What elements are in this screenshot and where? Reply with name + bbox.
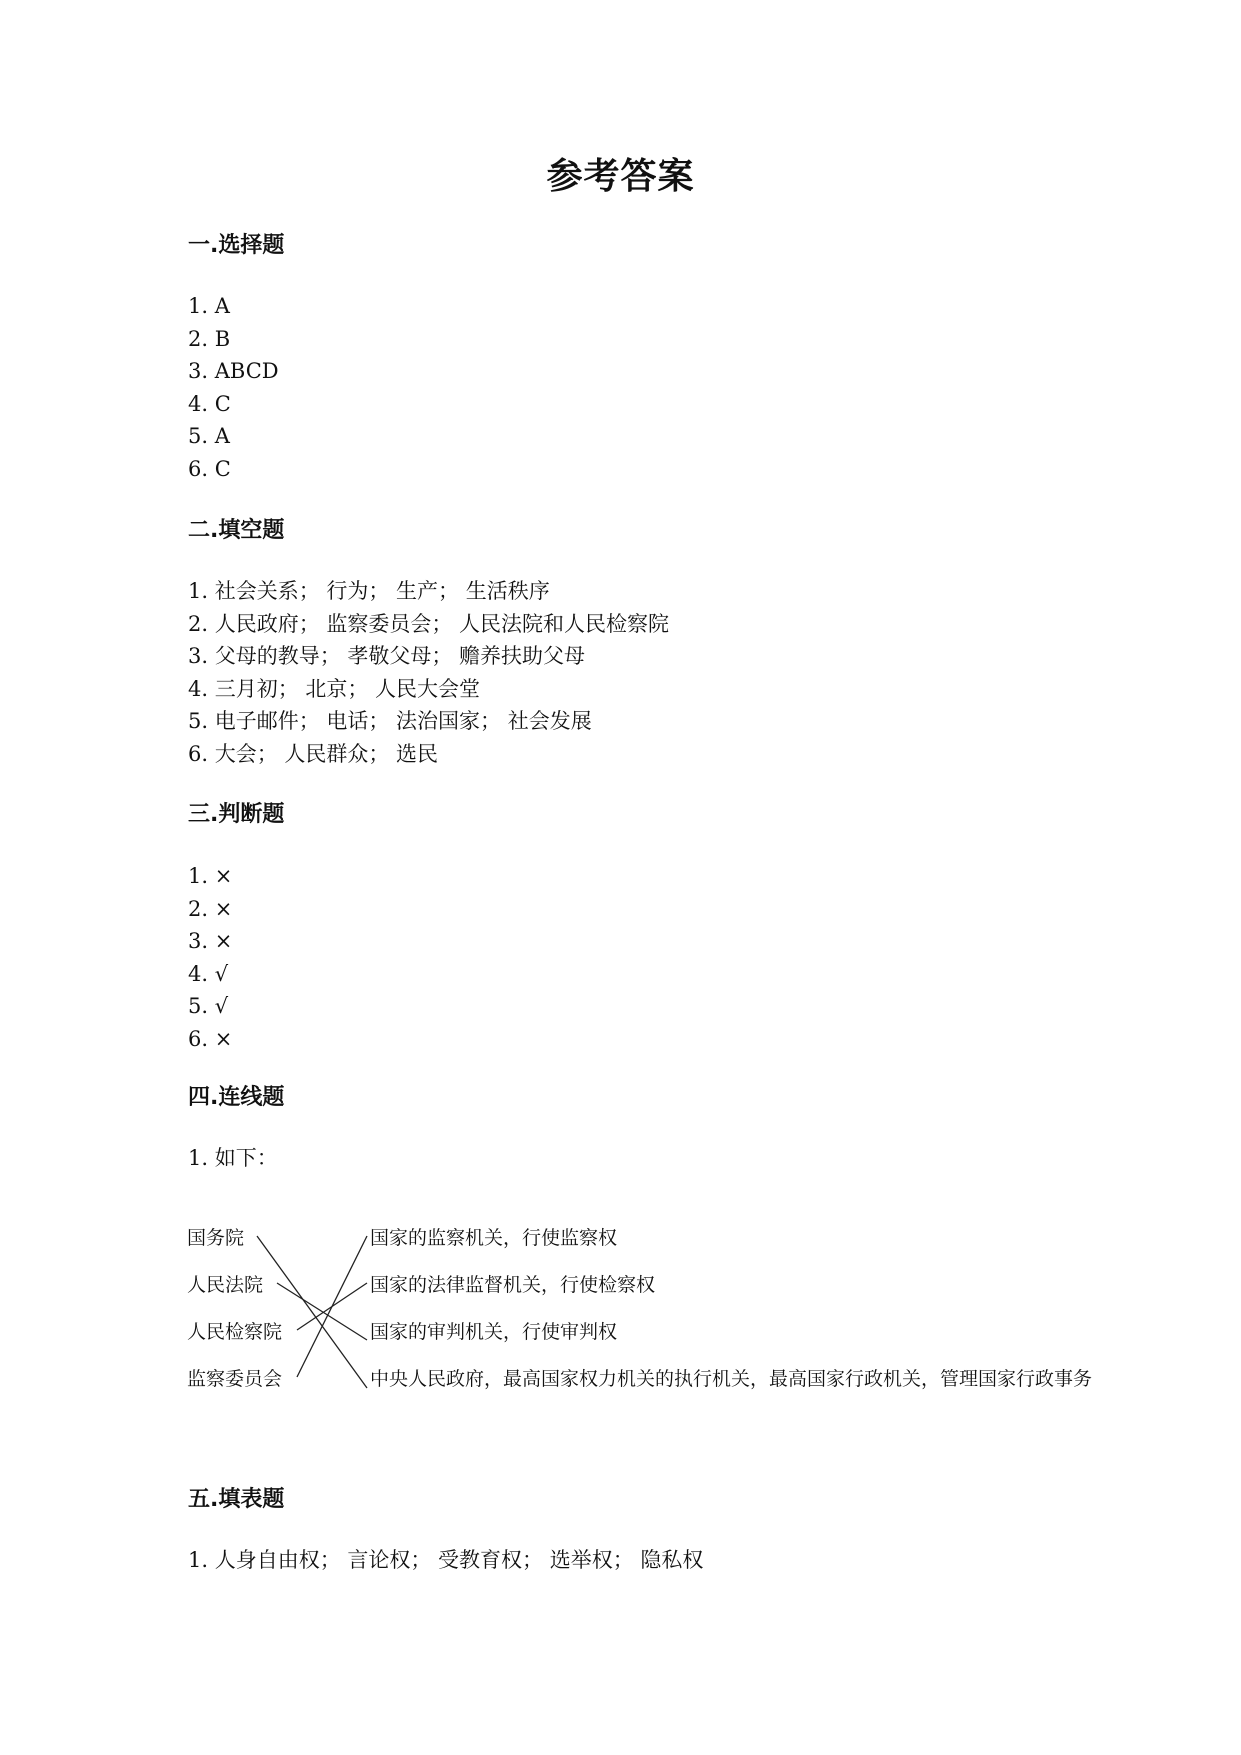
connection-line (257, 1236, 367, 1388)
answer-item: 3. × (188, 929, 233, 953)
answer-item: 4. √ (188, 961, 229, 986)
answer-item: 1. 如下： (188, 1146, 278, 1170)
section-heading-choice: 一.选择题 (188, 233, 285, 258)
matching-right-item: 中央人民政府，最高国家权力机关的执行机关，最高国家行政机关，管理国家行政事务 (370, 1368, 1093, 1390)
answer-item: 4. 三月初； 北京； 人民大会堂 (188, 676, 481, 701)
choice-answer-list (188, 290, 279, 485)
matching-lines (185, 1222, 1205, 1417)
true-false-answer-list (188, 860, 232, 1055)
answer-item: 1. × (188, 864, 233, 888)
answer-item: 4. C (188, 391, 231, 416)
matching-right-item: 国家的审判机关，行使审判权 (370, 1321, 618, 1343)
answer-item: 1. 社会关系； 行为； 生产； 生活秩序 (188, 579, 550, 603)
fill-blank-answer-list (188, 575, 669, 770)
section-heading-matching: 四.连线题 (188, 1085, 285, 1110)
table-fill-answer-list (188, 1544, 703, 1577)
matching-diagram (185, 1222, 1205, 1417)
section-heading-true-false: 三.判断题 (188, 802, 285, 827)
matching-left-item: 国务院 (187, 1227, 245, 1249)
matching-left-item: 监察委员会 (187, 1368, 283, 1390)
answer-item: 5. √ (188, 994, 229, 1018)
answer-item: 1. 人身自由权； 言论权； 受教育权； 选举权； 隐私权 (188, 1548, 704, 1572)
answer-item: 3. ABCD (188, 359, 279, 383)
answer-item: 2. B (188, 326, 231, 351)
answer-item: 2. × (188, 896, 233, 921)
section-heading-fill-blank: 二.填空题 (188, 518, 285, 543)
answer-item: 6. 大会； 人民群众； 选民 (188, 741, 439, 766)
matching-right-item: 国家的监察机关，行使监察权 (370, 1227, 618, 1249)
section-heading-table-fill: 五.填表题 (188, 1487, 285, 1512)
matching-right-item: 国家的法律监督机关，行使检察权 (370, 1274, 656, 1296)
matching-left-item: 人民法院 (187, 1274, 264, 1296)
matching-answer-list (188, 1142, 278, 1175)
answer-item: 6. × (188, 1026, 233, 1051)
answer-item: 1. A (188, 294, 230, 318)
answer-item: 6. C (188, 456, 231, 481)
answer-item: 5. 电子邮件； 电话； 法治国家； 社会发展 (188, 709, 592, 733)
answer-item: 5. A (188, 424, 230, 448)
page-title: 参考答案 (546, 156, 695, 197)
answer-item: 2. 人民政府； 监察委员会； 人民法院和人民检察院 (188, 611, 670, 636)
matching-left-item: 人民检察院 (187, 1321, 283, 1343)
answer-item: 3. 父母的教导； 孝敬父母； 赡养扶助父母 (188, 644, 586, 668)
